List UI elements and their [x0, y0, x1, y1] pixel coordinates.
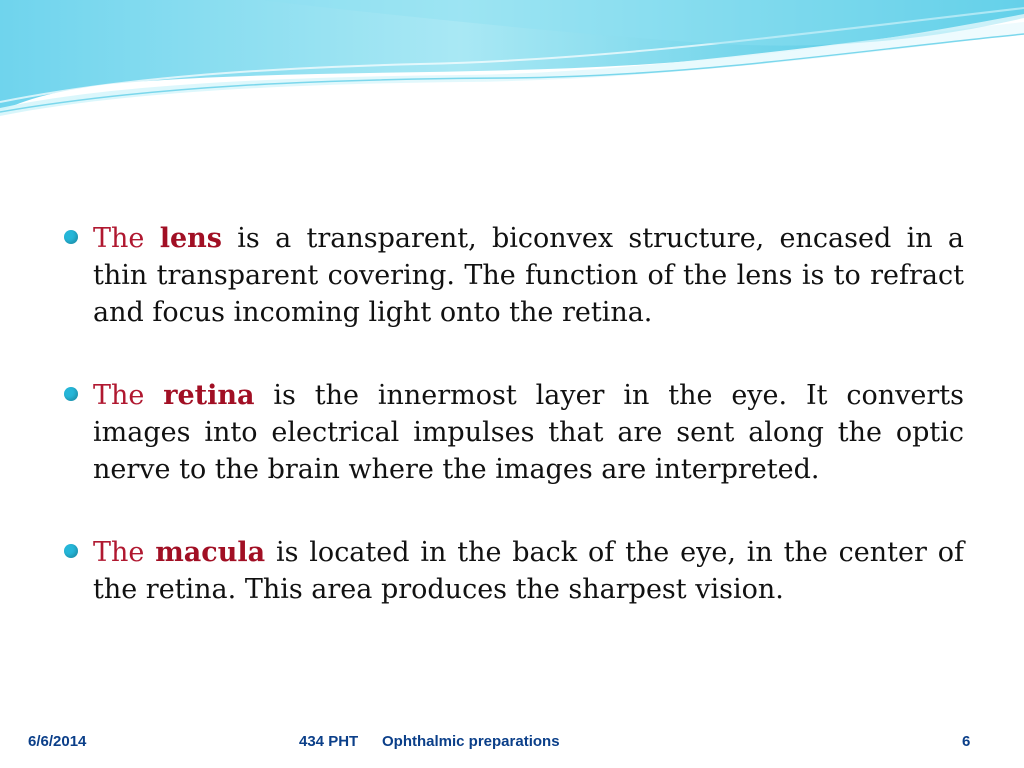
macula-term: macula	[155, 537, 266, 568]
macula-description: is located in the back of the eye, in the center of the retina. This area produces the sharpest vision.	[93, 537, 964, 605]
retina-term: retina	[163, 380, 255, 411]
bullet-icon	[64, 387, 78, 401]
slide-content	[64, 220, 964, 654]
retina-description: is the innermost layer in the eye. It converts images into electrical impulses that are sent along the optic nerve to the brain where the images are interpreted.	[93, 380, 964, 485]
lens-bullet	[64, 220, 964, 331]
lens-lead-word: The	[93, 223, 145, 254]
slide-page-number: 6	[962, 733, 971, 750]
footer-course-code: 434 PHT	[299, 733, 359, 750]
lens-description: is a transparent, biconvex structure, encased in a thin transparent covering. The function of the lens is to refract and focus incoming light onto the retina.	[93, 223, 964, 328]
bullet-icon	[64, 230, 78, 244]
retina-lead-word: The	[93, 380, 145, 411]
decorative-header-wave	[0, 0, 1024, 120]
footer-date: 6/6/2014	[28, 733, 87, 750]
footer-title: Ophthalmic preparations	[382, 733, 560, 750]
lens-term: lens	[159, 223, 222, 254]
retina-bullet	[64, 377, 964, 488]
macula-bullet	[64, 534, 964, 608]
macula-lead-word: The	[93, 537, 145, 568]
bullet-icon	[64, 544, 78, 558]
